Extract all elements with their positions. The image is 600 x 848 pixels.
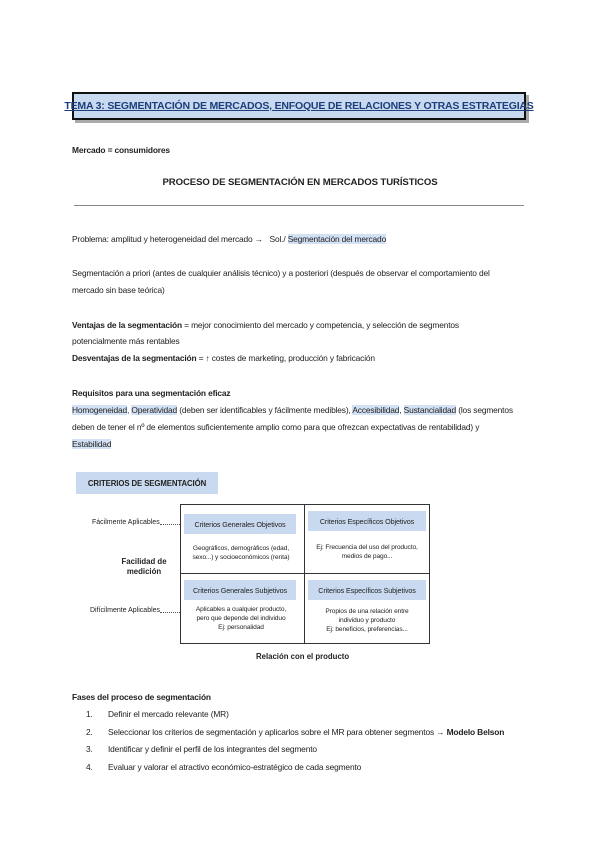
- row-connector-bottom: [160, 612, 180, 613]
- desventajas-text: = ↑ costes de marketing, producción y fabricación: [196, 353, 375, 363]
- row-label-easy: Fácilmente Aplicables: [92, 519, 160, 526]
- fases-title: Fases del proceso de segmentación: [72, 692, 211, 702]
- ventajas-line-2: potencialmente más rentables: [72, 336, 180, 346]
- modelo-belson: Modelo Belson: [446, 726, 505, 737]
- cell-tr-line-1: Ej: Frecuencia del uso del producto,: [316, 544, 418, 551]
- list-item-number: 4.: [86, 761, 93, 772]
- criteria-diagram-title: CRITERIOS DE SEGMENTACIÓN: [76, 472, 218, 494]
- list-item: [86, 706, 504, 724]
- list-item-number: 1.: [86, 709, 93, 719]
- list-item: [86, 741, 504, 759]
- list-item-text: Evaluar y valorar el atractivo económico-estratégico de cada segmento: [108, 761, 362, 772]
- list-item-number: 2.: [86, 726, 93, 737]
- cell-tl-line-1: Geográficos, demográficos (edad,: [192, 545, 290, 552]
- mercado-definition: Mercado = consumidores: [72, 145, 170, 155]
- grid-vertical-divider: [304, 504, 305, 644]
- fases-list: [86, 706, 504, 776]
- req-sustancialidad-note: (los segmentos: [456, 405, 513, 415]
- req-estabilidad: Estabilidad: [72, 439, 112, 449]
- req-sustancialidad: Sustancialidad: [403, 405, 457, 415]
- grid-horizontal-divider: [180, 573, 430, 574]
- cell-tr-line-2: medios de pago...: [341, 553, 393, 560]
- cell-tr-body: [306, 543, 428, 561]
- list-item-text: Seleccionar los criterios de segmentación y aplicarlos sobre el MR para obtener segmentos →: [108, 726, 447, 737]
- cell-bl-body: [182, 605, 300, 632]
- cell-tl-body: [182, 544, 300, 562]
- row-label-hard: Difícilmente Aplicables: [90, 607, 161, 614]
- section-divider: [74, 205, 524, 206]
- ventajas-text: = mejor conocimiento del mercado y competencia, y selección de segmentos: [182, 320, 459, 330]
- list-item: [86, 724, 504, 742]
- cell-bl-line-3: Ej: personalidad: [218, 624, 264, 631]
- list-item-text: Definir el mercado relevante (MR): [108, 709, 229, 719]
- section-title: PROCESO DE SEGMENTACIÓN EN MERCADOS TURÍSTICOS: [162, 177, 438, 188]
- req-operatividad: Operatividad: [131, 405, 178, 415]
- requisitos-line-3: [72, 436, 111, 452]
- req-accesibilidad: Accesibilidad: [352, 405, 400, 415]
- req-homogeneidad: Homogeneidad: [72, 405, 128, 415]
- desventajas-label: Desventajas de la segmentación: [72, 353, 197, 363]
- cell-tr-header: Criterios Específicos Objetivos: [308, 511, 426, 531]
- segmentacion-line-1: Segmentación a priori (antes de cualquier análisis técnico) y a posteriori (después de observar el comportamiento del: [72, 268, 490, 278]
- cell-br-header: Criterios Específicos Subjetivos: [308, 580, 426, 600]
- cell-tl-line-2: sexo...) y socioeconómicos (renta): [192, 554, 290, 561]
- ventajas-line: [72, 317, 459, 333]
- cell-br-line-2: individuo y producto: [338, 617, 396, 624]
- cell-bl-line-1: Aplicables a cualquier producto,: [195, 606, 287, 613]
- list-item: [86, 759, 504, 777]
- cell-bl-header: Criterios Generales Subjetivos: [184, 580, 296, 600]
- requisitos-line-1: Homogeneidad, Operatividad (deben ser identificables y fácilmente medibles), Accesibilidad, Sustancialidad (los segmentos: [72, 405, 513, 415]
- desventajas-line: [72, 350, 375, 366]
- cell-br-body: [306, 607, 428, 634]
- list-item-number: 3.: [86, 744, 93, 754]
- cell-tl-header: Criterios Generales Objetivos: [184, 514, 296, 534]
- requisitos-line-2: deben de tener el nº de elementos suficientemente amplio como para que ofrezcan expectativas de rentabilidad) y: [72, 422, 480, 432]
- y-axis-label: Facilidad de medición: [121, 557, 167, 576]
- segmentacion-line-2: mercado sin base teórica): [72, 285, 165, 295]
- x-axis-label: Relación con el producto: [256, 652, 350, 661]
- document-title: TEMA 3: SEGMENTACIÓN DE MERCADOS, ENFOQUE DE RELACIONES Y OTRAS ESTRATEGIAS: [64, 100, 534, 112]
- requisitos-title: Requisitos para una segmentación eficaz: [72, 388, 231, 398]
- req-operatividad-note: (deben ser identificables y fácilmente medibles),: [177, 405, 353, 415]
- cell-br-line-3: Ej: beneficios, preferencias...: [326, 626, 408, 633]
- row-connector-top: [160, 524, 180, 525]
- problema-line: [72, 231, 386, 247]
- sol-prefix: Sol./: [269, 234, 286, 244]
- ventajas-label: Ventajas de la segmentación: [72, 320, 182, 330]
- problema-text: Problema: amplitud y heterogeneidad del mercado →: [72, 234, 263, 244]
- list-item-text: Identificar y definir el perfil de los integrantes del segmento: [108, 744, 317, 754]
- sol-highlight: Segmentación del mercado: [287, 234, 387, 244]
- cell-bl-line-2: pero que depende del individuo: [196, 615, 286, 622]
- cell-br-line-1: Propios de una relación entre: [325, 608, 409, 615]
- title-box: [64, 92, 534, 120]
